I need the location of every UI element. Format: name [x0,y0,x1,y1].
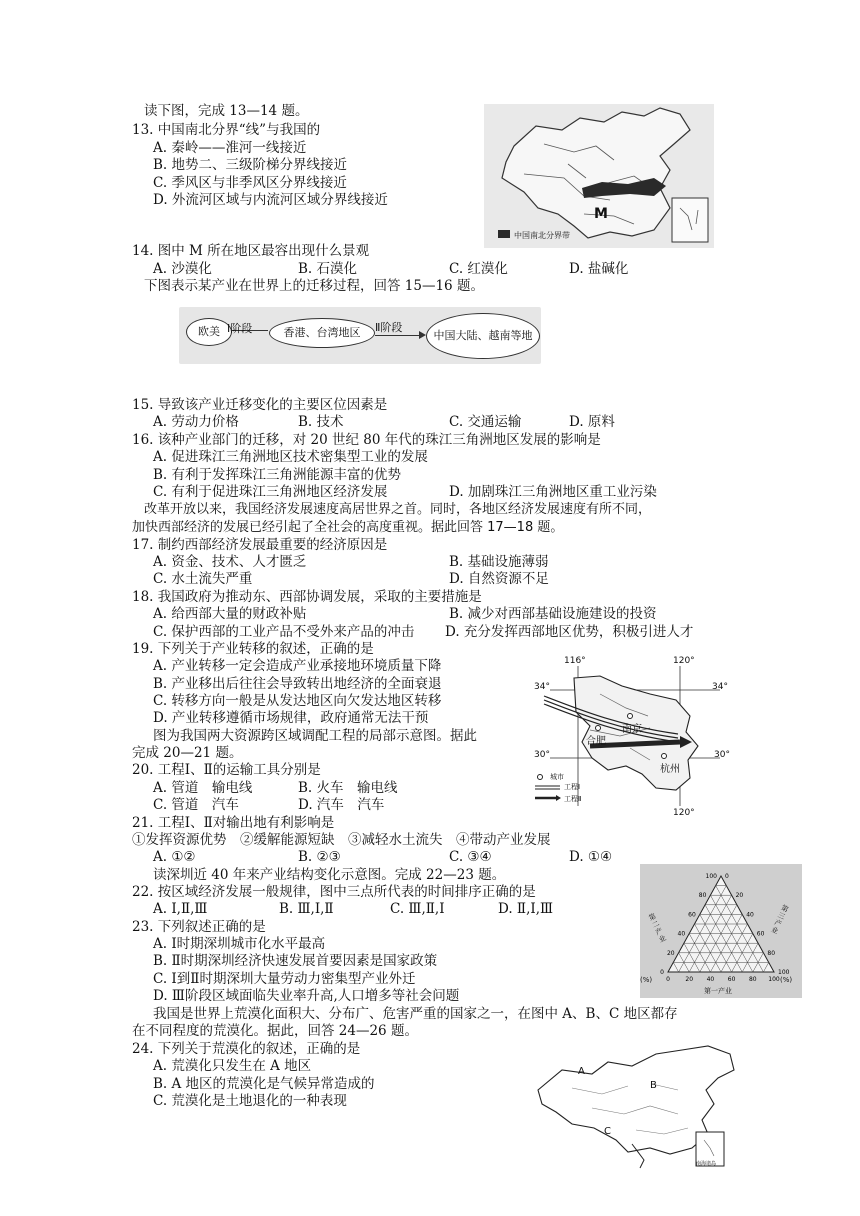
lat-label-30-left: 30° [534,750,550,760]
q21-stem: 21. 工程Ⅰ、Ⅱ对输出地有利影响是 [132,815,335,831]
q16-option-b: B. 有利于发挥珠江三角洲能源丰富的优势 [153,467,402,483]
flow-node-europe-america: 欧美 [186,318,232,346]
q23-option-b: B. Ⅱ时期深圳经济快速发展首要因素是国家政策 [153,953,438,969]
q13-option-b: B. 地势二、三级阶梯分界线接近 [153,157,348,173]
q15-option-a: A. 劳动力价格 [153,414,239,430]
intro-13-14: 读下图，完成 13—14 题。 [144,103,309,119]
lon-label-116: 116° [564,656,586,666]
q19-option-a: A. 产业转移一定会造成产业承接地环境质量下降 [153,658,442,674]
q18-option-b: B. 减少对西部基础设施建设的投资 [449,606,657,622]
lon-label-120-bottom: 120° [673,808,695,818]
intro-17-18-line1: 改革开放以来，我国经济发展速度高居世界之首。同时，各地区经济发展速度有所不同， [144,502,652,517]
q20-option-b: B. 火车 输电线 [298,780,398,796]
triangle-tick-label: 0 [725,873,729,880]
q16-option-c: C. 有利于促进珠江三角洲地区经济发展 [153,484,388,500]
q19-option-c: C. 转移方向一般是从发达地区向欠发达地区转移 [153,693,442,709]
region-label-a: A [578,1066,585,1077]
flow-arrowhead-2 [419,331,426,339]
triangle-tick-label: 60 [727,976,736,983]
triangle-tick-label: 80 [767,949,776,957]
city-nanjing: 南京 [622,724,642,735]
triangle-axis-tertiary: 第三产业 [769,903,790,936]
triangle-tick-label: 0 [660,969,664,976]
flow-stage-2: Ⅱ阶段 [375,321,403,334]
q20-option-a: A. 管道 输电线 [153,780,253,796]
q21-option-b: B. ②③ [298,849,341,865]
intro-17-18-line2: 加快西部经济的发展已经引起了全社会的高度重视。据此回答 17—18 题。 [132,520,564,535]
triangle-tick-label: 60 [756,930,765,938]
industry-structure-triangle [640,864,802,998]
triangle-unit-left: (%) [640,976,653,984]
q22-option-b: B. Ⅲ,Ⅰ,Ⅱ [279,901,334,917]
map-legend-label: 中国南北分界带 [514,231,570,240]
triangle-axis-primary: 第一产业 [704,987,732,995]
q21-option-c: C. ③④ [449,849,492,865]
q13-option-d: D. 外流河区域与内流河区域分界线接近 [153,192,388,208]
triangle-tick-label: 20 [735,892,744,900]
q15-option-b: B. 技术 [298,414,344,430]
q17-option-d: D. 自然资源不足 [449,571,549,587]
q15-option-c: C. 交通运输 [449,414,522,430]
q13-stem: 13. 中国南北分界“线”与我国的 [132,122,321,138]
intro-22-23: 读深圳近 40 年来产业结构变化示意图。完成 22—23 题。 [153,867,506,883]
triangle-tick-label: 100 [705,873,717,880]
q23-stem: 23. 下列叙述正确的是 [132,919,266,935]
inset-label: 南海诸岛 [696,1161,717,1167]
q14-option-b: B. 石漠化 [298,261,358,277]
q16-option-a: A. 促进珠江三角洲地区技术密集型工业的发展 [153,449,428,465]
q15-stem: 15. 导致该产业迁移变化的主要区位因素是 [132,397,388,413]
city-hefei: 合肥 [586,736,606,747]
triangle-tick-label: 20 [666,949,675,957]
q21-items: ①发挥资源优势 ②缓解能源短缺 ③减轻水土流失 ④带动产业发展 [132,832,551,848]
q24-stem: 24. 下列关于荒漠化的叙述，正确的是 [132,1041,361,1057]
flow-arrow-2 [375,335,423,336]
q15-option-d: D. 原料 [569,414,615,430]
q18-option-d: D. 充分发挥西部地区优势，积极引进人才 [445,624,694,640]
q14-stem: 14. 图中 M 所在地区最容出现什么景观 [132,243,370,259]
triangle-tick-label: 40 [677,930,686,938]
q13-option-a: A. 秦岭——淮河一线接近 [153,140,307,156]
q19-option-d: D. 产业转移遵循市场规律，政府通常无法干预 [153,710,429,726]
triangle-tick-label: 0 [666,976,670,983]
lat-label-34-left: 34° [534,682,550,692]
triangle-tick-label: 60 [688,911,696,919]
q17-option-b: B. 基础设施薄弱 [449,554,549,570]
legend-city: 城市 [550,773,564,781]
triangle-tick-label: 100 [768,976,780,983]
q17-option-a: A. 资金、技术、人才匮乏 [153,554,307,570]
triangle-tick-label: 100 [778,969,790,976]
q23-option-d: D. Ⅲ阶段区域面临失业率升高,人口增多等社会问题 [153,988,460,1004]
q14-option-d: D. 盐碱化 [569,261,629,277]
flow-node-hk-tw: 香港、台湾地区 [269,318,375,348]
triangle-unit-right: (%) [780,976,793,984]
intro-24-26-line1: 我国是世界上荒漠化面积大、分布广、危害严重的国家之一，在图中 A、B、C 地区都存 [153,1006,678,1022]
legend-project-1: 工程Ⅰ [564,783,581,791]
triangle-axis-secondary: 第二产业 [647,912,668,945]
triangle-tick-label: 40 [706,976,715,983]
q22-option-c: C. Ⅲ,Ⅱ,Ⅰ [390,901,445,917]
q20-option-c: C. 管道 汽车 [153,797,239,813]
flow-node-mainland-vietnam: 中国大陆、越南等地 [426,313,540,359]
triangle-tick-label: 40 [746,911,754,919]
intro-20-21-line2: 完成 20—21 题。 [132,745,243,761]
map-marker-m: M [594,206,608,222]
q18-option-c: C. 保护西部的工业产品不受外来产品的冲击 [153,624,415,640]
region-label-b: B [650,1080,657,1091]
q22-option-d: D. Ⅱ,Ⅰ,Ⅲ [498,901,554,917]
q16-stem: 16. 该种产业部门的迁移，对 20 世纪 80 年代的珠江三角洲地区发展的影响是 [132,432,601,448]
flow-stage-1: Ⅰ阶段 [227,322,253,335]
city-hangzhou: 杭州 [660,764,680,775]
q21-option-a: A. ①② [153,849,196,865]
q24-option-b: B. A 地区的荒漠化是气候异常造成的 [153,1076,375,1092]
q17-stem: 17. 制约西部经济发展最重要的经济原因是 [132,537,388,553]
q20-option-d: D. 汽车 汽车 [298,797,385,813]
triangle-tick-label: 80 [698,892,707,900]
q14-option-a: A. 沙漠化 [153,261,212,277]
triangle-tick-label: 80 [748,976,757,983]
q21-option-d: D. ①④ [569,849,613,865]
lat-label-30-right: 30° [714,750,730,760]
q18-option-a: A. 给西部大量的财政补贴 [153,606,307,622]
q23-option-a: A. Ⅰ时期深圳城市化水平最高 [153,936,326,952]
q24-option-a: A. 荒漠化只发生在 A 地区 [153,1058,312,1074]
intro-24-26-line2: 在不同程度的荒漠化。据此，回答 24—26 题。 [132,1023,418,1039]
q19-stem: 19. 下列关于产业转移的叙述，正确的是 [132,641,374,657]
q24-option-c: C. 荒漠化是土地退化的一种表现 [153,1093,347,1109]
q13-option-c: C. 季风区与非季风区分界线接近 [153,175,347,191]
lon-label-120-top: 120° [673,656,695,666]
q22-stem: 22. 按区域经济发展一般规律，图中三点所代表的时间排序正确的是 [132,884,536,900]
q16-option-d: D. 加剧珠江三角洲地区重工业污染 [449,484,657,500]
legend-project-2: 工程Ⅱ [564,795,582,803]
q22-option-a: A. Ⅰ,Ⅱ,Ⅲ [153,901,208,917]
q23-option-c: C. Ⅰ到Ⅱ时期深圳大量劳动力密集型产业外迁 [153,971,416,987]
desertification-map [532,1044,754,1174]
triangle-tick-label: 20 [685,976,694,983]
q18-stem: 18. 我国政府为推动东、西部协调发展，采取的主要措施是 [132,589,482,605]
industry-transfer-diagram [179,307,541,364]
q20-stem: 20. 工程Ⅰ、Ⅱ的运输工具分别是 [132,762,321,778]
q19-option-b: B. 产业移出后往往会导致转出地经济的全面衰退 [153,676,442,692]
resource-transfer-map [530,656,742,818]
intro-15-16: 下图表示某产业在世界上的迁移过程，回答 15—16 题。 [144,278,484,294]
region-label-c: C [604,1126,611,1137]
q17-option-c: C. 水土流失严重 [153,571,253,587]
q14-option-c: C. 红漠化 [449,261,508,277]
lat-label-34-right: 34° [712,682,728,692]
intro-20-21-line1: 图为我国两大资源跨区域调配工程的局部示意图。据此 [153,728,477,744]
china-north-south-map [484,104,714,248]
